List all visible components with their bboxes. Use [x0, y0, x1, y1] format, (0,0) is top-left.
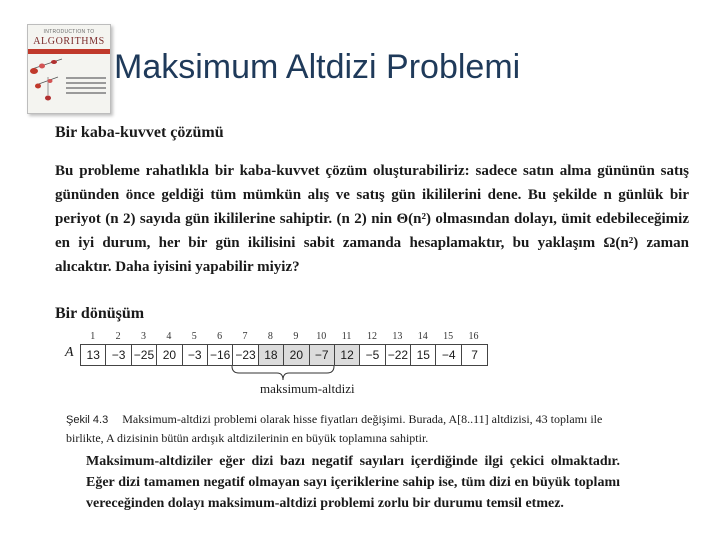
array-cell: −5 [360, 345, 385, 365]
negative-numbers-paragraph: Maksimum-altdiziler eğer dizi bazı negatif sayıları içerdiğinde ilgi çekici olmaktadır. Eğer dizi tamamen negatif olmayan sayı içeriklerine sahip ise, tüm dizi en büyük toplamı vereceğinden dolayı maksimum-altdizi problemi zorlu bir durumu temsil etmez. [86, 454, 620, 511]
section-heading-brute-force: Bir kaba-kuvvet çözümü [55, 124, 224, 141]
book-authors [66, 77, 106, 97]
brace-label: maksimum-altdizi [260, 381, 355, 396]
section-heading-transformation: Bir dönüşüm [55, 305, 145, 322]
array-cell: −3 [183, 345, 208, 365]
array-cell: 18 [259, 345, 284, 365]
book-title: ALGORITHMS [33, 36, 105, 47]
array-cell: −23 [233, 345, 258, 365]
array-cell: 20 [284, 345, 309, 365]
figure-caption [66, 410, 626, 447]
array-cell: −22 [386, 345, 411, 365]
array-index: 6 [217, 331, 223, 342]
array-cell: −25 [132, 345, 157, 365]
array-A [80, 344, 488, 366]
figure-caption-text: Maksimum-altdizi problemi olarak hisse fiyatları değişimi. Burada, A[8..11] altdizisi, 43 toplamı ile birlikte, A dizisinin bütün ardışık altdizilerinin en büyük toplamına sahiptir. [66, 412, 603, 445]
array-index: 16 [468, 331, 479, 342]
array-index: 14 [417, 331, 428, 342]
array-index: 15 [443, 331, 454, 342]
array-index: 5 [191, 331, 197, 342]
array-label: A [65, 345, 74, 360]
array-index: 2 [115, 331, 121, 342]
array-index: 13 [392, 331, 403, 342]
brute-force-paragraph: Bu probleme rahatlıkla bir kaba-kuvvet çözüm oluşturabiliriz: sadece satın alma gününün satış gününden önce geldiği tüm mümkün alış ve satış gün ikililerini dene. Bu şekilde n günlük bir periyot (n 2) sayıda gün ikililerine sahiptir. (n 2) nin Θ(n²) olmasından dolayı, ümit edebileceğimiz en iyi durum, her bir gün ikilisini sabit zamanda hesaplamaktır, bu yaklaşım Ω(n²) zaman alıcaktır. Daha iyisini yapabilir miyiz? [55, 163, 689, 275]
array-cell: 12 [335, 345, 360, 365]
array-cell: 20 [157, 345, 182, 365]
array-cell: −16 [208, 345, 233, 365]
book-pre-title: INTRODUCTION TO [43, 29, 95, 35]
maximum-subarray-brace [231, 365, 335, 381]
array-cell: −7 [310, 345, 335, 365]
array-index: 12 [366, 331, 377, 342]
book-cover-band [28, 49, 110, 54]
array-index-row [80, 331, 486, 342]
array-index: 3 [140, 331, 146, 342]
array-cell: 7 [471, 348, 478, 362]
array-index: 9 [293, 331, 299, 342]
array-cell: 13 [81, 345, 106, 365]
slide-title: Maksimum Altdizi Problemi [114, 48, 521, 86]
book-cover-thumbnail [27, 24, 111, 114]
array-index: 11 [341, 331, 352, 342]
array-cell: 15 [411, 345, 436, 365]
array-cell: −4 [436, 345, 461, 365]
array-index: 7 [242, 331, 248, 342]
array-index: 4 [166, 331, 172, 342]
figure-caption-label: Şekil 4.3 [66, 414, 109, 426]
array-index: 1 [90, 331, 96, 342]
array-cell: −3 [106, 345, 131, 365]
array-index: 8 [267, 331, 273, 342]
array-index: 10 [316, 331, 327, 342]
